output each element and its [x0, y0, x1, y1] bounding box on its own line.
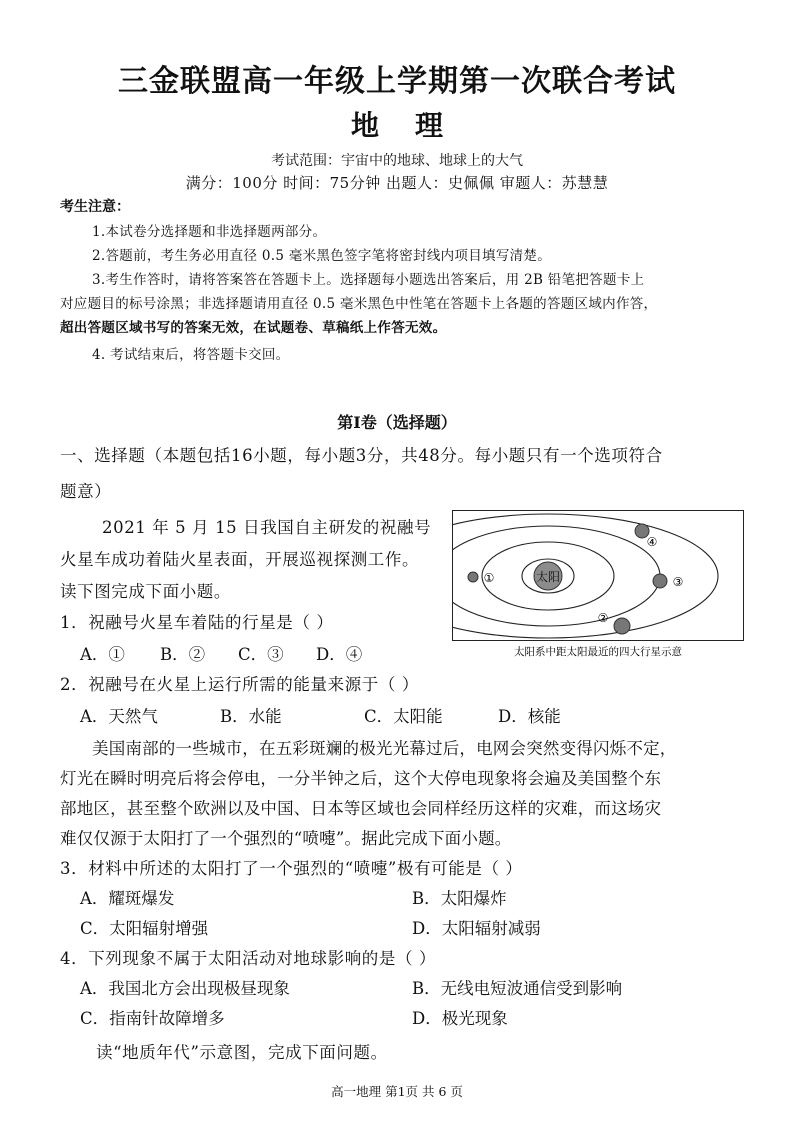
notice-item-1: 1.本试卷分选择题和非选择题两部分。 — [92, 224, 327, 240]
q3-option-c: C．太阳辐射增强 — [80, 919, 209, 938]
notice-item-4: 4. 考试结束后，将答题卡交回。 — [92, 347, 290, 363]
q2-option-b: B．水能 — [220, 707, 282, 726]
page-footer: 高一地理 第1页 共 6 页 — [331, 1084, 463, 1099]
planet-4-marker: ④ — [646, 535, 658, 549]
planet-2-marker: ② — [597, 611, 609, 625]
section-instruction-line-2: 题意） — [60, 482, 112, 501]
notice-item-3-line-2: 对应题目的标号涂黑；非选择题请用直径 0.5 毫米黑色中性笔在答题卡上各题的答题区域内作答， — [60, 296, 658, 312]
sun-label: 太阳 — [535, 570, 561, 584]
q2-option-a: A．天然气 — [80, 707, 158, 726]
exam-scope: 考试范围：宇宙中的地球、地球上的大气 — [271, 153, 523, 169]
exam-meta: 满分：100分 时间：75分钟 出题人：史佩佩 审题人：苏慧慧 — [185, 174, 609, 192]
passage1-line-3: 读下图完成下面小题。 — [60, 582, 231, 601]
q3-option-b: B．太阳爆炸 — [412, 889, 507, 908]
planet-orbit-diagram — [452, 510, 744, 660]
q2-stem: 2．祝融号在火星上运行所需的能量来源于（ ） — [60, 675, 419, 694]
q4-option-a: A．我国北方会出现极昼现象 — [80, 979, 290, 998]
notice-item-2: 2.答题前，考生务必用直径 0.5 毫米黑色签字笔将密封线内项目填写清楚。 — [92, 248, 552, 264]
q2-option-c: C．太阳能 — [364, 707, 443, 726]
q4-option-c: C．指南针故障增多 — [80, 1009, 225, 1028]
planet-3-marker: ③ — [672, 575, 684, 589]
notice-item-3-line-1: 3.考生作答时，请将答案答在答题卡上。选择题每小题选出答案后，用 2B 铅笔把答题卡上 — [92, 272, 645, 288]
planet-1-marker: ① — [483, 571, 495, 585]
planet-2-icon — [614, 618, 630, 634]
q3-option-d: D．太阳辐射减弱 — [412, 919, 541, 938]
passage2-line-4: 难仅仅源于太阳打了一个强烈的“喷嚏”。据此完成下面小题。 — [60, 829, 512, 848]
q1-option-d: D．④ — [316, 645, 363, 664]
q2-option-d: D．核能 — [498, 707, 561, 726]
q3-option-a: A．耀斑爆发 — [80, 889, 175, 908]
subject-title: 地理 — [350, 109, 479, 142]
passage2-line-3: 部地区，甚至整个欧洲以及中国、日本等区域也会同样经历这样的灾难，而这场灾 — [60, 799, 662, 818]
passage1-line-1: 2021 年 5 月 15 日我国自主研发的祝融号 — [102, 518, 432, 537]
q1-option-a: A．① — [80, 645, 125, 664]
q4-option-d: D．极光现象 — [412, 1009, 508, 1028]
q1-option-b: B．② — [160, 645, 206, 664]
q1-stem: 1．祝融号火星车着陆的行星是（ ） — [60, 613, 334, 632]
q3-stem: 3．材料中所述的太阳打了一个强烈的“喷嚏”极有可能是（ ） — [60, 859, 523, 878]
passage2-line-2: 灯光在瞬时明亮后将会停电，一分半钟之后，这个大停电现象将会遍及美国整个东 — [60, 769, 662, 788]
section-title: 第Ⅰ卷（选择题） — [337, 413, 457, 432]
section-instruction-line-1: 一、选择题（本题包括16小题，每小题3分，共48分。每小题只有一个选项符合 — [60, 446, 663, 465]
planet-1-icon — [468, 572, 478, 582]
passage3: 读“地质年代”示意图，完成下面问题。 — [96, 1043, 388, 1062]
exam-title: 三金联盟高一年级上学期第一次联合考试 — [118, 64, 676, 99]
q4-option-b: B．无线电短波通信受到影响 — [412, 979, 623, 998]
notice-heading: 考生注意： — [60, 199, 130, 215]
planet-3-icon — [653, 574, 667, 588]
passage1-line-2: 火星车成功着陆火星表面，开展巡视探测工作。 — [60, 550, 420, 569]
passage2-line-1: 美国南部的一些城市，在五彩斑斓的极光光幕过后，电网会突然变得闪烁不定， — [92, 739, 677, 758]
notice-item-3-line-3: 超出答题区域书写的答案无效，在试题卷、草稿纸上作答无效。 — [60, 320, 447, 336]
diagram-caption: 太阳系中距太阳最近的四大行星示意 — [514, 646, 682, 658]
q4-stem: 4．下列现象不属于太阳活动对地球影响的是（ ） — [60, 949, 437, 968]
q1-option-c: C．③ — [238, 645, 284, 664]
